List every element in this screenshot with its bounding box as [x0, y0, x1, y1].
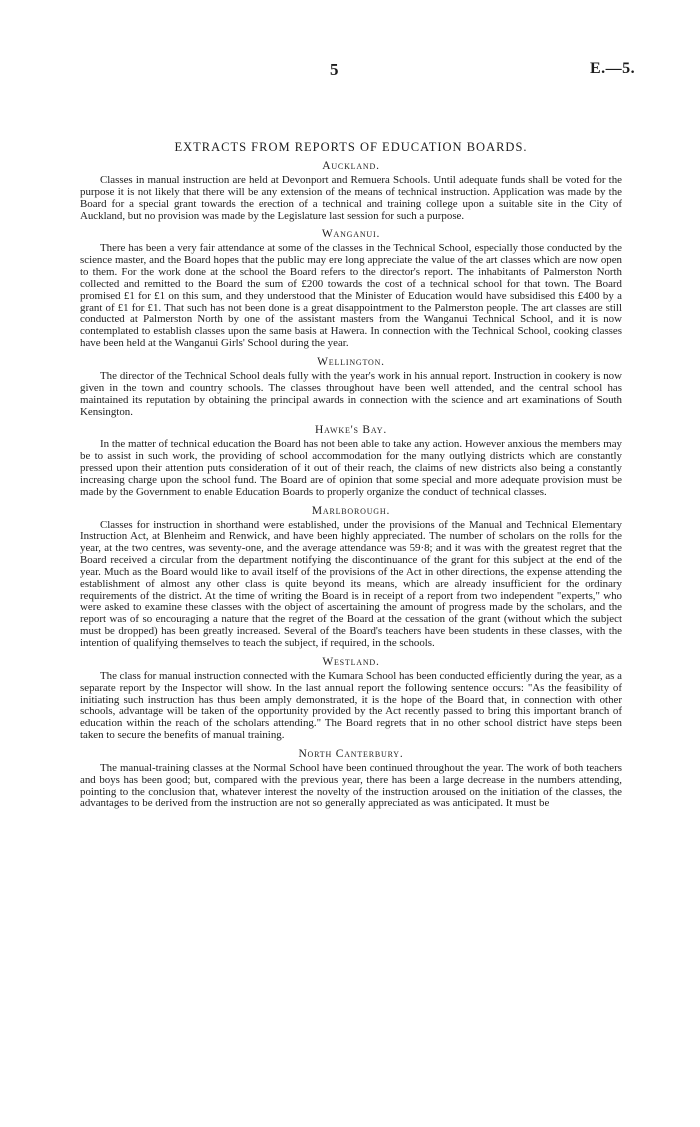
section-paragraph: Classes in manual instruction are held at Devonport and Remuera Schools. Until adequate funds shall be voted for the purpose it is not likely that there will be any extension of the means of technical instruction. Application was made by the Board for a special grant towards the erection of a technical and training college upon a suitable site in the City of Auckland, but no provision was made by the Legislature last session for such a purpose.	[80, 174, 622, 222]
section-paragraph: Classes for instruction in shorthand were established, under the provisions of the Manual and Technical Elementary Instruction Act, at Blenheim and Renwick, and have been highly appreciated. The number of scholars on the rolls for the year, at the two centres, was seventy-one, and the average attendance was 59·8; and it was with the greatest regret that the Board received a circular from the department notifying the discontinuance of the grant for this subject at the end of the year. Much as the Board would like to avail itself of the provisions of the Act in other directions, the expense attending the establishment of almost any other class is quite beyond its means, which are already insufficient for the ordinary requirements of the district. At the time of writing the Board is in receipt of a report from two independent "experts," who were asked to examine these classes with the object of ascertaining the amount of progress made by the scholars, and the report was of so encouraging a nature that the regret of the Board at the cessation of the grant (without which the subject must be dropped) has been greatly increased. Several of the Board's teachers have been students in these classes, with the intention of qualifying themselves to teach the subject, if required, in the schools.	[80, 518, 622, 649]
section-paragraph: There has been a very fair attendance at some of the classes in the Technical School, especially those conducted by the science master, and the Board hopes that the public may ere long appreciate the value of the art classes which are now open to them. For the work done at the school the Board refers to the director's report. The inhabitants of Palmerston North collected and remitted to the Board the sum of £200 towards the cost of a technical school for that town. The Board promised £1 for £1 on this sum, and they understood that the Minister of Education would have subsidised this £400 by a grant of £1 for £1. That such has not been done is a great disappointment to the Palmerston people. The art classes are still conducted at Palmerston North by one of the assistant masters from the Wanganui Technical School, and it is now contemplated to establish classes upon the same basis at Hawera. In connection with the Technical School, cooking classes have been held at the Wanganui Girls' School during the year.	[80, 242, 622, 350]
section-paragraph: In the matter of technical education the Board has not been able to take any action. However anxious the members may be to assist in such work, the providing of school accommodation for the many outlying districts which are constantly pressed upon their attention puts consideration of it out of their reach, the claims of new districts also being a constantly increasing charge upon the school fund. The Board are of opinion that some special and more adequate provision must be made by the Government to enable Education Boards to properly organize the conduct of technical classes.	[80, 438, 622, 498]
section-wanganui	[80, 228, 622, 350]
section-north-canterbury	[80, 748, 622, 810]
section-auckland	[80, 160, 622, 222]
document-body	[80, 140, 622, 816]
section-paragraph: The director of the Technical School deals fully with the year's work in his annual report. Instruction in cookery is now given in the town and country schools. The classes throughout have been well attended, and the central school has maintained its reputation by obtaining the principal awards in connection with the science and art examinations of South Kensington.	[80, 369, 622, 418]
section-hawkes-bay	[80, 424, 622, 498]
section-heading: Hawke's Bay.	[314, 424, 388, 437]
section-wellington	[80, 356, 622, 418]
page-reference: E.—5.	[590, 60, 636, 77]
section-heading: Wellington.	[317, 355, 385, 368]
section-heading: Marlborough.	[311, 504, 391, 517]
document-title: EXTRACTS FROM REPORTS OF EDUCATION BOARDS.	[174, 140, 528, 154]
section-paragraph: The class for manual instruction connected with the Kumara School has been conducted efficiently during the year, as a separate report by the Inspector will show. In the last annual report the following sentence occurs: "As the feasibility of initiating such instruction has thus been amply demonstrated, it is the hope of the Board that, in connection with other schools, advantage will be taken of the opportunity provided by the Act recently passed to bring this important branch of education within the reach of the scholars attending." The Board regrets that in no other school district have steps been taken to secure the benefits of manual training.	[80, 669, 622, 742]
section-paragraph: The manual-training classes at the Normal School have been continued throughout the year. The work of both teachers and boys has been good; but, compared with the previous year, there has been a large decrease in the numbers attending, pointing to the conclusion that, whatever interest the novelty of the instruction aroused on the initiation of the classes, the advantages to be derived from the instruction are not so generally appreciated as was anticipated. It must be	[80, 761, 622, 810]
page-number: 5	[330, 60, 339, 79]
section-heading: North Canterbury.	[298, 747, 404, 760]
section-heading: Wanganui.	[321, 228, 381, 241]
section-westland	[80, 656, 622, 742]
section-heading: Auckland.	[322, 160, 380, 172]
section-heading: Westland.	[322, 655, 380, 668]
section-marlborough	[80, 505, 622, 650]
